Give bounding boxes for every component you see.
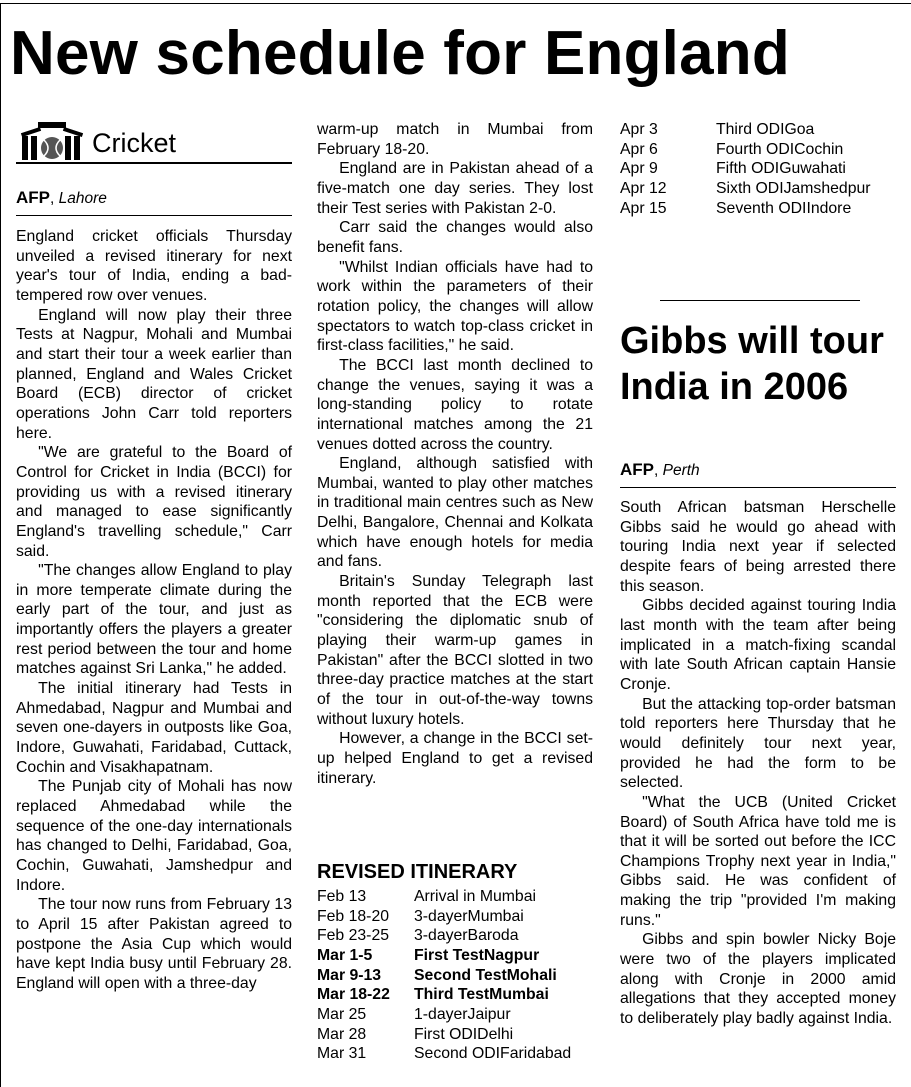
- itinerary-event: First ODIDelhi: [414, 1025, 514, 1043]
- paragraph: "Whilst Indian officials have had to work within the parameters of their rotation policy, the changes will allow spectators to watch top-class cricket in first-class facilities," he said.: [317, 258, 593, 355]
- paragraph: "The changes allow England to play in more temperate climate during the early part of the tour, and just as importantly offers the players a greater rest period between the tour and home matches against Sri Lanka," he added.: [16, 562, 292, 678]
- itinerary-row: [317, 985, 571, 1005]
- itinerary-date: Apr 9: [620, 160, 658, 178]
- itinerary-event: Arrival in Mumbai: [414, 888, 537, 905]
- itinerary-date: Feb 23-25: [317, 927, 390, 945]
- paragraph: "We are grateful to the Board of Control for Cricket in India (BCCI) for providing us with a revised itinerary and managed to ease significantly England's travelling schedule," Carr said.: [16, 444, 292, 560]
- itinerary-event: 1-dayerJaipur: [414, 1005, 511, 1023]
- itinerary-table-part1: [317, 887, 571, 1064]
- itinerary-title: REVISED ITINERARY: [317, 861, 518, 883]
- byline-rule: [620, 487, 896, 488]
- itinerary-row: [317, 966, 571, 986]
- article-column-3: [620, 498, 896, 1029]
- cricket-stumps-ball-icon: [16, 118, 88, 164]
- paragraph: Britain's Sunday Telegraph last month reported that the ECB were "considering the diplomatic snub of playing their warm-up games in Pakistan" after the BCCI slotted in two three-day practice matches at the start of the tour in out-of-the-way towns without luxury hotels.: [317, 573, 593, 728]
- itinerary-row: [317, 887, 571, 907]
- itinerary-row: [620, 159, 871, 179]
- itinerary-date: Mar 31: [317, 1045, 367, 1063]
- paragraph: South African batsman Herschelle Gibbs said he would go ahead with touring India next year if selected despite fears of being arrested there this season.: [620, 499, 896, 595]
- page-top-rule: [0, 3, 911, 4]
- paragraph: "What the UCB (United Cricket Board) of South Africa have told me is that it will be sorted out before the ICC Champions Trophy next year in India," Gibbs said. He was confident of making the trip "provided I'm making runs.": [620, 793, 896, 929]
- byline-rule: [16, 215, 292, 216]
- itinerary-event: 3-dayerBaroda: [414, 927, 519, 945]
- paragraph: The tour now runs from February 13 to April 15 after Pakistan agreed to postpone the Asia Cup which would have kept India busy until February 28. England will open with a three-day: [16, 896, 292, 992]
- itinerary-event: Seventh ODIIndore: [716, 199, 852, 217]
- itinerary-event: 3-dayerMumbai: [414, 907, 524, 925]
- itinerary-row: [620, 199, 871, 219]
- paragraph: England cricket officials Thursday unveiled a revised itinerary for next year's tour of India, ending a bad-tempered row over venues.: [16, 228, 292, 304]
- itinerary-date: Mar 28: [317, 1025, 367, 1043]
- secondary-headline: Gibbs will tour India in 2006: [620, 320, 884, 408]
- story-separator-rule: [660, 300, 860, 301]
- paragraph: Gibbs decided against touring India last month with the team after being implicated in a match-fixing scandal with late South African captain Hansie Cronje.: [620, 597, 896, 693]
- paragraph: Gibbs and spin bowler Nicky Boje were two of the players implicated along with Cronje in 2000 amid allegations that they accepted money to deliberately play badly against India.: [620, 931, 896, 1028]
- itinerary-row: [620, 179, 871, 199]
- itinerary-date: Feb 13: [317, 888, 367, 905]
- main-headline: New schedule for England: [10, 19, 790, 88]
- itinerary-row: [317, 926, 571, 946]
- itinerary-date: Apr 6: [620, 140, 658, 158]
- byline-place: Lahore: [58, 190, 107, 207]
- itinerary-event: Third ODIGoa: [716, 121, 815, 138]
- itinerary-event: Third TestMumbai: [414, 986, 549, 1004]
- itinerary-row: [317, 946, 571, 966]
- itinerary-event: Fourth ODICochin: [716, 140, 844, 158]
- byline-place: Perth: [662, 462, 700, 479]
- itinerary-event: Second ODIFaridabad: [414, 1045, 572, 1063]
- byline-agency: AFP: [620, 460, 654, 479]
- paragraph: England are in Pakistan ahead of a five-match one day series. They lost their Test series with Pakistan 2-0.: [317, 160, 593, 217]
- article-column-2: [317, 120, 593, 788]
- itinerary-row: [620, 120, 871, 140]
- itinerary-date: Apr 12: [620, 179, 667, 197]
- byline-agency: AFP: [16, 188, 50, 207]
- paragraph: The BCCI last month declined to change the venues, saying it was a long-standing policy to rotate international matches among the 21 venues dotted across the country.: [317, 356, 593, 453]
- itinerary-event: First TestNagpur: [414, 946, 540, 964]
- itinerary-date: Feb 18-20: [317, 907, 390, 925]
- itinerary-event: Fifth ODIGuwahati: [716, 160, 846, 178]
- itinerary-table-part2: [620, 120, 871, 218]
- paragraph: The Punjab city of Mohali has now replaced Ahmedabad while the sequence of the one-day internationals has changed to Delhi, Faridabad, Goa, Cochin, Guwahati, Jamshedpur and Indore.: [16, 778, 292, 894]
- itinerary-event: Sixth ODIJamshedpur: [716, 179, 871, 197]
- paragraph: Carr said the changes would also benefit fans.: [317, 219, 593, 256]
- paragraph: England, although satisfied with Mumbai, wanted to play other matches in traditional main centres such as New Delhi, Bangalore, Chennai and Kolkata which have enough hotels for media and fans.: [317, 455, 593, 571]
- section-kicker: [16, 118, 292, 168]
- page-left-rule: [0, 3, 1, 1087]
- itinerary-date: Apr 15: [620, 199, 667, 217]
- itinerary-row: [317, 1005, 571, 1025]
- article-column-1: [16, 227, 292, 994]
- itinerary-date: Mar 1-5: [317, 946, 373, 964]
- itinerary-row: [317, 907, 571, 927]
- byline: AFP, Perth: [620, 460, 700, 479]
- itinerary-date: Apr 3: [620, 121, 658, 138]
- itinerary-event: Second TestMohali: [414, 966, 557, 984]
- itinerary-row: [620, 140, 871, 160]
- kicker-rule: [16, 162, 292, 164]
- byline: AFP, Lahore: [16, 188, 107, 207]
- paragraph: The initial itinerary had Tests in Ahmedabad, Nagpur and Mumbai and seven one-dayers in outposts like Goa, Indore, Guwahati, Faridabad, Cuttack, Cochin and Visakhapatnam.: [16, 680, 292, 776]
- section-label: Cricket: [92, 128, 177, 158]
- paragraph: However, a change in the BCCI set-up helped England to get a revised itinerary.: [317, 730, 593, 787]
- paragraph: But the attacking top-order batsman told reporters here Thursday that he would definitely tour next year, provided he had the form to be selected.: [620, 695, 896, 792]
- itinerary-row: [317, 1025, 571, 1045]
- itinerary-date: Mar 18-22: [317, 986, 390, 1004]
- paragraph: warm-up match in Mumbai from February 18-20.: [317, 121, 593, 158]
- paragraph: England will now play their three Tests at Nagpur, Mohali and Mumbai and start their tour a week earlier than planned, England and Wales Cricket Board (ECB) director of cricket operations John Carr told reporters here.: [16, 306, 292, 442]
- itinerary-date: Mar 25: [317, 1005, 367, 1023]
- itinerary-row: [317, 1044, 571, 1064]
- itinerary-date: Mar 9-13: [317, 966, 382, 984]
